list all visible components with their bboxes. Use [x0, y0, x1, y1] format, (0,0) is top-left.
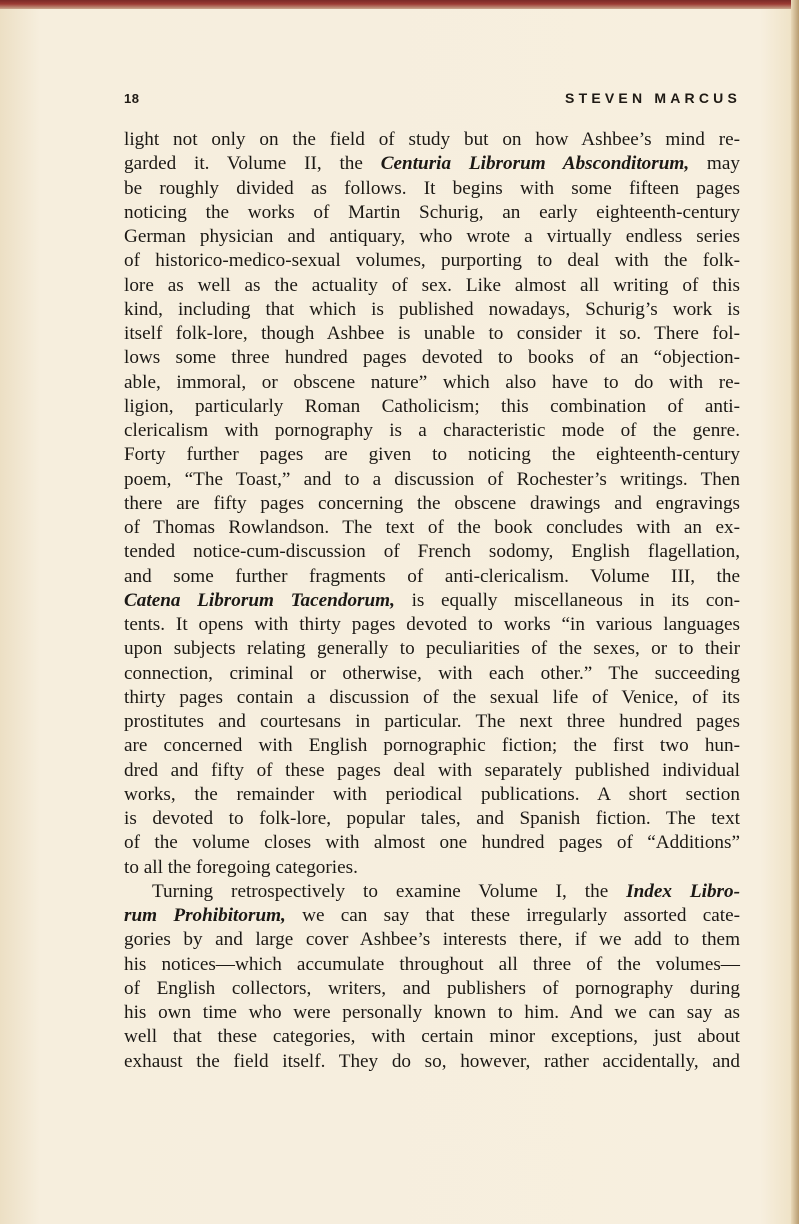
text-line: of Thomas Rowlandson. The text of the book concludes with an ex- [124, 517, 740, 538]
running-head: STEVEN MARCUS [565, 90, 741, 106]
text-line: kind, including that which is published nowadays, Schurig’s work is [124, 298, 740, 320]
page-top-edge [0, 0, 799, 9]
text-line: there are fifty pages concerning the obscene drawings and engravings [124, 492, 740, 514]
text-line: lore as well as the actuality of sex. Like almost all writing of this [124, 274, 740, 296]
text-line: to all the foregoing categories. [124, 856, 358, 878]
text-line [124, 589, 740, 613]
italic-title: Catena Librorum Tacendorum, [124, 589, 395, 611]
text-segment: may [689, 153, 740, 175]
text-line: German physician and antiquary, who wrote a virtually endless series [124, 226, 740, 247]
text-line: noticing the works of Martin Schurig, an early eighteenth-century [124, 201, 740, 223]
text-line: of historico-medico-sexual volumes, purporting to deal with the folk- [124, 250, 740, 272]
text-line [124, 152, 740, 176]
text-line: dred and fifty of these pages deal with separately published individual [124, 759, 740, 781]
text-line: able, immoral, or obscene nature” which also have to do with re- [124, 371, 740, 393]
text-segment: we can say that these irregularly assorted cate- [285, 905, 740, 926]
text-line: Forty further pages are given to noticing the eighteenth-century [124, 444, 740, 466]
text-line: tents. It opens with thirty pages devoted to works “in various languages [124, 614, 740, 635]
text-segment: is equally miscellaneous in its con- [394, 589, 740, 611]
body-text [124, 128, 740, 1074]
text-line: are concerned with English pornographic fiction; the first two hun- [124, 735, 740, 757]
italic-title: Index Libro- [626, 880, 740, 902]
text-line: lows some three hundred pages devoted to books of an “objection- [124, 347, 740, 369]
text-line: upon subjects relating generally to peculiarities of the sexes, or to their [124, 638, 740, 660]
text-line: itself folk-lore, though Ashbee is unable to consider it so. There fol- [124, 323, 740, 344]
text-line: prostitutes and courtesans in particular. The next three hundred pages [124, 711, 740, 732]
text-line: poem, “The Toast,” and to a discussion of Rochester’s writings. Then [124, 468, 740, 490]
page-right-edge [791, 0, 799, 1224]
text-line: gories by and large cover Ashbee’s interests there, if we add to them [124, 929, 740, 951]
text-line: works, the remainder with periodical publications. A short section [124, 783, 740, 805]
text-line: well that these categories, with certain minor exceptions, just about [124, 1026, 740, 1048]
italic-title: Centuria Librorum Absconditorum, [380, 153, 690, 175]
text-line: of English collectors, writers, and publishers of pornography during [124, 977, 740, 999]
text-line: be roughly divided as follows. It begins with some fifteen pages [124, 177, 740, 199]
text-line [124, 904, 740, 928]
text-line: and some further fragments of anti-clericalism. Volume III, the [124, 565, 740, 587]
text-line: clericalism with pornography is a characteristic mode of the genre. [124, 420, 740, 441]
text-line: tended notice-cum-discussion of French sodomy, English flagellation, [124, 541, 740, 563]
text-line: his notices—which accumulate throughout all three of the volumes— [124, 953, 740, 975]
text-line: exhaust the field itself. They do so, however, rather accidentally, and [124, 1050, 740, 1072]
text-line [124, 880, 740, 904]
italic-title: rum Prohibitorum, [124, 905, 286, 926]
text-line: thirty pages contain a discussion of the sexual life of Venice, of its [124, 686, 740, 708]
text-line: is devoted to folk-lore, popular tales, and Spanish fiction. The text [124, 808, 740, 829]
text-segment: garded it. Volume II, the [124, 153, 381, 175]
text-line: of the volume closes with almost one hundred pages of “Additions” [124, 832, 740, 854]
text-line: his own time who were personally known to him. And we can say as [124, 1002, 740, 1023]
page-number: 18 [124, 91, 140, 106]
text-line: connection, criminal or otherwise, with each other.” The succeeding [124, 662, 740, 684]
text-segment: Turning retrospectively to examine Volume I, the [152, 880, 627, 902]
text-line: light not only on the field of study but on how Ashbee’s mind re- [124, 129, 740, 150]
text-line: ligion, particularly Roman Catholicism; this combination of anti- [124, 395, 740, 417]
